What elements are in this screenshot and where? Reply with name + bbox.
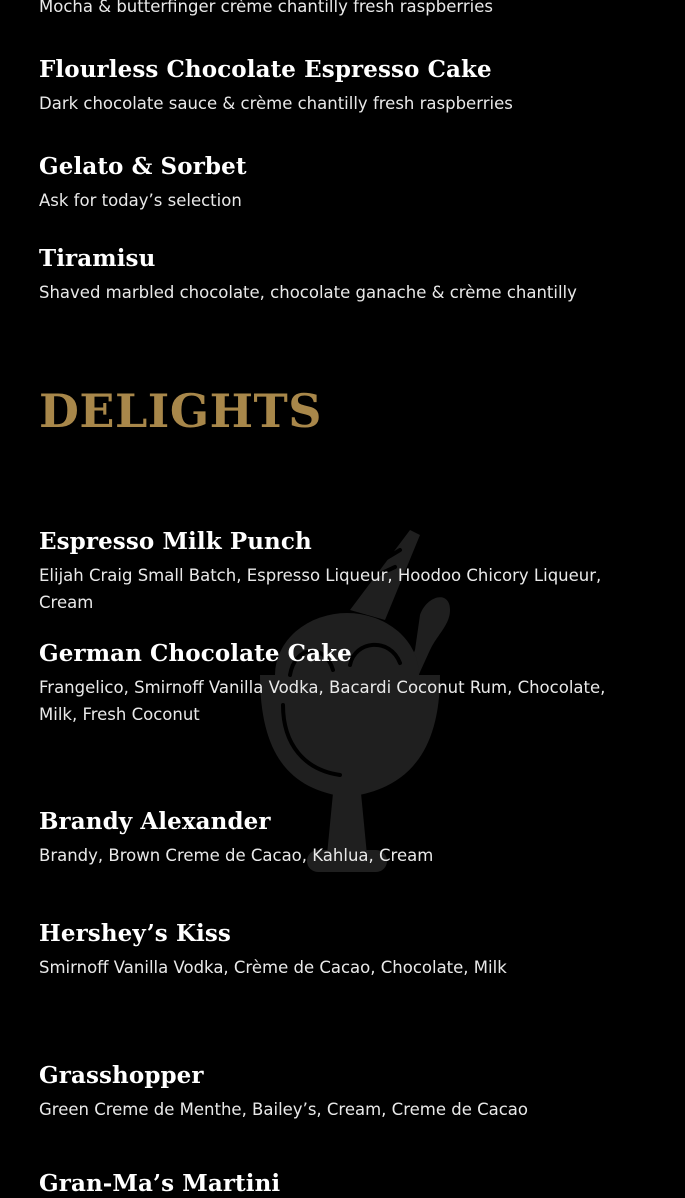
item-name: Flourless Chocolate Espresso Cake: [39, 56, 492, 83]
menu-item-espresso-milk-punch: [39, 528, 645, 616]
item-description: Frangelico, Smirnoff Vanilla Vodka, Bacardi Coconut Rum, Chocolate, Milk, Fresh Coconut: [39, 678, 606, 724]
item-name: Grasshopper: [39, 1062, 204, 1089]
menu-item-flourless-cake: [39, 56, 645, 117]
item-description: Ask for today’s selection: [39, 191, 242, 210]
section-title: DELIGHTS: [39, 384, 323, 438]
item-name: Tiramisu: [39, 245, 156, 272]
menu-item-grasshopper: [39, 1062, 645, 1123]
item-description: Dark chocolate sauce & crème chantilly fresh raspberries: [39, 94, 513, 113]
item-description: Brandy, Brown Creme de Cacao, Kahlua, Cream: [39, 846, 434, 865]
menu-item-gran-mas-martini: [39, 1170, 645, 1198]
menu-item-mocha: [39, 0, 645, 20]
item-description: Green Creme de Menthe, Bailey’s, Cream, Creme de Cacao: [39, 1100, 529, 1119]
menu-item-hersheys-kiss: [39, 920, 645, 981]
item-name: Gran-Ma’s Martini: [39, 1170, 281, 1197]
menu-item-gelato-sorbet: [39, 153, 645, 214]
item-description: Elijah Craig Small Batch, Espresso Liqueur, Hoodoo Chicory Liqueur, Cream: [39, 566, 602, 612]
item-description: Shaved marbled chocolate, chocolate ganache & crème chantilly: [39, 283, 577, 302]
item-description: Smirnoff Vanilla Vodka, Crème de Cacao, Chocolate, Milk: [39, 958, 507, 977]
item-name: Gelato & Sorbet: [39, 153, 247, 180]
item-description: Mocha & butterfinger crème chantilly fresh raspberries: [39, 0, 493, 16]
item-name: Espresso Milk Punch: [39, 528, 312, 555]
item-name: Hershey’s Kiss: [39, 920, 231, 947]
menu-item-brandy-alexander: [39, 808, 645, 869]
menu-item-german-chocolate-cake: [39, 640, 645, 728]
item-name: German Chocolate Cake: [39, 640, 352, 667]
menu-item-tiramisu: [39, 245, 645, 306]
item-name: Brandy Alexander: [39, 808, 271, 835]
